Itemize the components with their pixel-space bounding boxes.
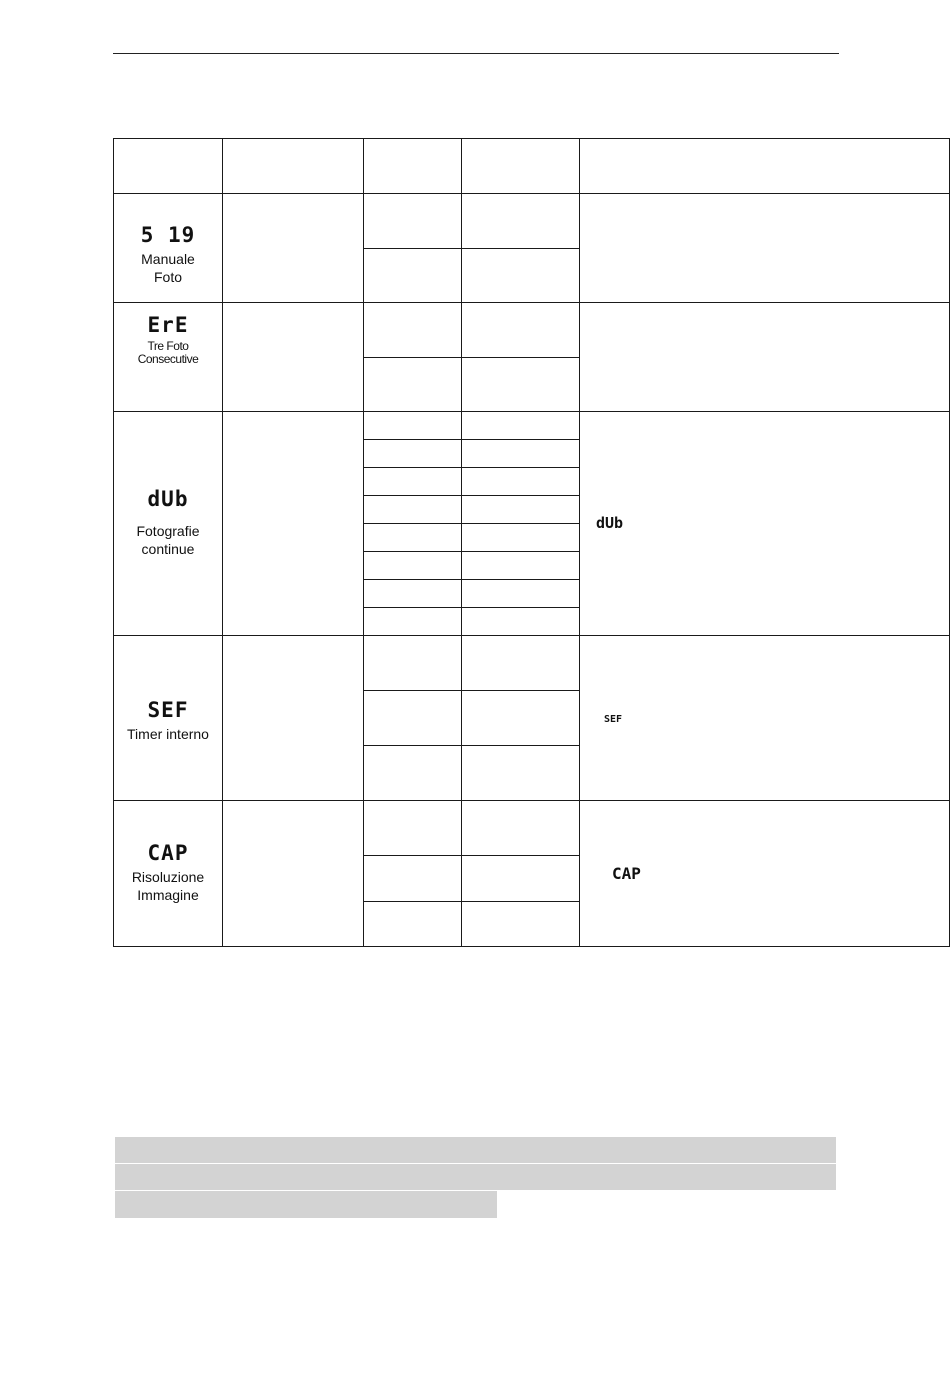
option-cell [364,902,462,947]
value-cell [462,636,580,691]
lcd-inline-icon: CAP [612,863,641,883]
table-row [114,303,950,358]
header-cell [580,139,950,194]
mode-settings-table [113,138,950,947]
setting-cell [223,194,364,303]
table-header-row [114,139,950,194]
value-cell [462,746,580,801]
setting-cell [223,303,364,412]
mode-label: Manuale [141,250,195,267]
lcd-display-icon: ErE [147,313,189,337]
setting-cell [223,412,364,636]
header-cell [364,139,462,194]
mode-label: Immagine [137,887,199,903]
lcd-display-icon: 5 19 [140,222,196,247]
description-cell [580,194,950,303]
value-cell [462,440,580,468]
description-cell [580,412,950,636]
option-cell [364,580,462,608]
value-cell [462,412,580,440]
mode-cell-continuous [114,412,223,636]
option-cell [364,691,462,746]
setting-cell [223,636,364,801]
value-cell [462,524,580,552]
value-cell [462,801,580,856]
mode-label: Risoluzione [131,869,205,885]
mode-label: continue [141,541,195,557]
value-cell [462,552,580,580]
option-cell [364,358,462,412]
option-cell [364,801,462,856]
mode-cell-resolution [114,801,223,947]
value-cell [462,856,580,902]
option-cell [364,303,462,358]
option-cell [364,524,462,552]
header-cell [462,139,580,194]
lcd-inline-icon: SEF [604,714,623,725]
option-cell [364,412,462,440]
lcd-display-icon: CAP [147,841,189,865]
option-cell [364,746,462,801]
value-cell [462,358,580,412]
mode-label: Fotografie [136,523,200,539]
option-cell [364,249,462,303]
option-cell [364,608,462,636]
description-cell [580,303,950,412]
option-cell [364,856,462,902]
lcd-display-icon: SEF [147,697,189,722]
header-rule [113,53,839,54]
value-cell [462,691,580,746]
option-cell [364,552,462,580]
header-cell [114,139,223,194]
highlight-bar [115,1164,836,1190]
option-cell [364,440,462,468]
highlight-bar [115,1191,497,1218]
description-cell [580,636,950,801]
table-row [114,194,950,249]
value-cell [462,902,580,947]
table-row [114,636,950,691]
highlight-bar [115,1137,836,1163]
description-cell [580,801,950,947]
mode-label: Tre Foto [147,339,189,353]
option-cell [364,496,462,524]
option-cell [364,468,462,496]
setting-cell [223,801,364,947]
header-cell [223,139,364,194]
value-cell [462,303,580,358]
option-cell [364,636,462,691]
table-row [114,801,950,856]
value-cell [462,194,580,249]
mode-cell-manual [114,194,223,303]
value-cell [462,580,580,608]
value-cell [462,496,580,524]
lcd-inline-icon: dUb [596,514,624,532]
value-cell [462,468,580,496]
table-row [114,412,950,440]
value-cell [462,608,580,636]
mode-label: Foto [153,268,182,285]
option-cell [364,194,462,249]
mode-label: Consecutive [137,352,199,366]
mode-cell-timer [114,636,223,801]
mode-label: Timer interno [127,725,209,742]
value-cell [462,249,580,303]
lcd-display-icon: dUb [147,487,189,511]
mode-cell-triple [114,303,223,412]
